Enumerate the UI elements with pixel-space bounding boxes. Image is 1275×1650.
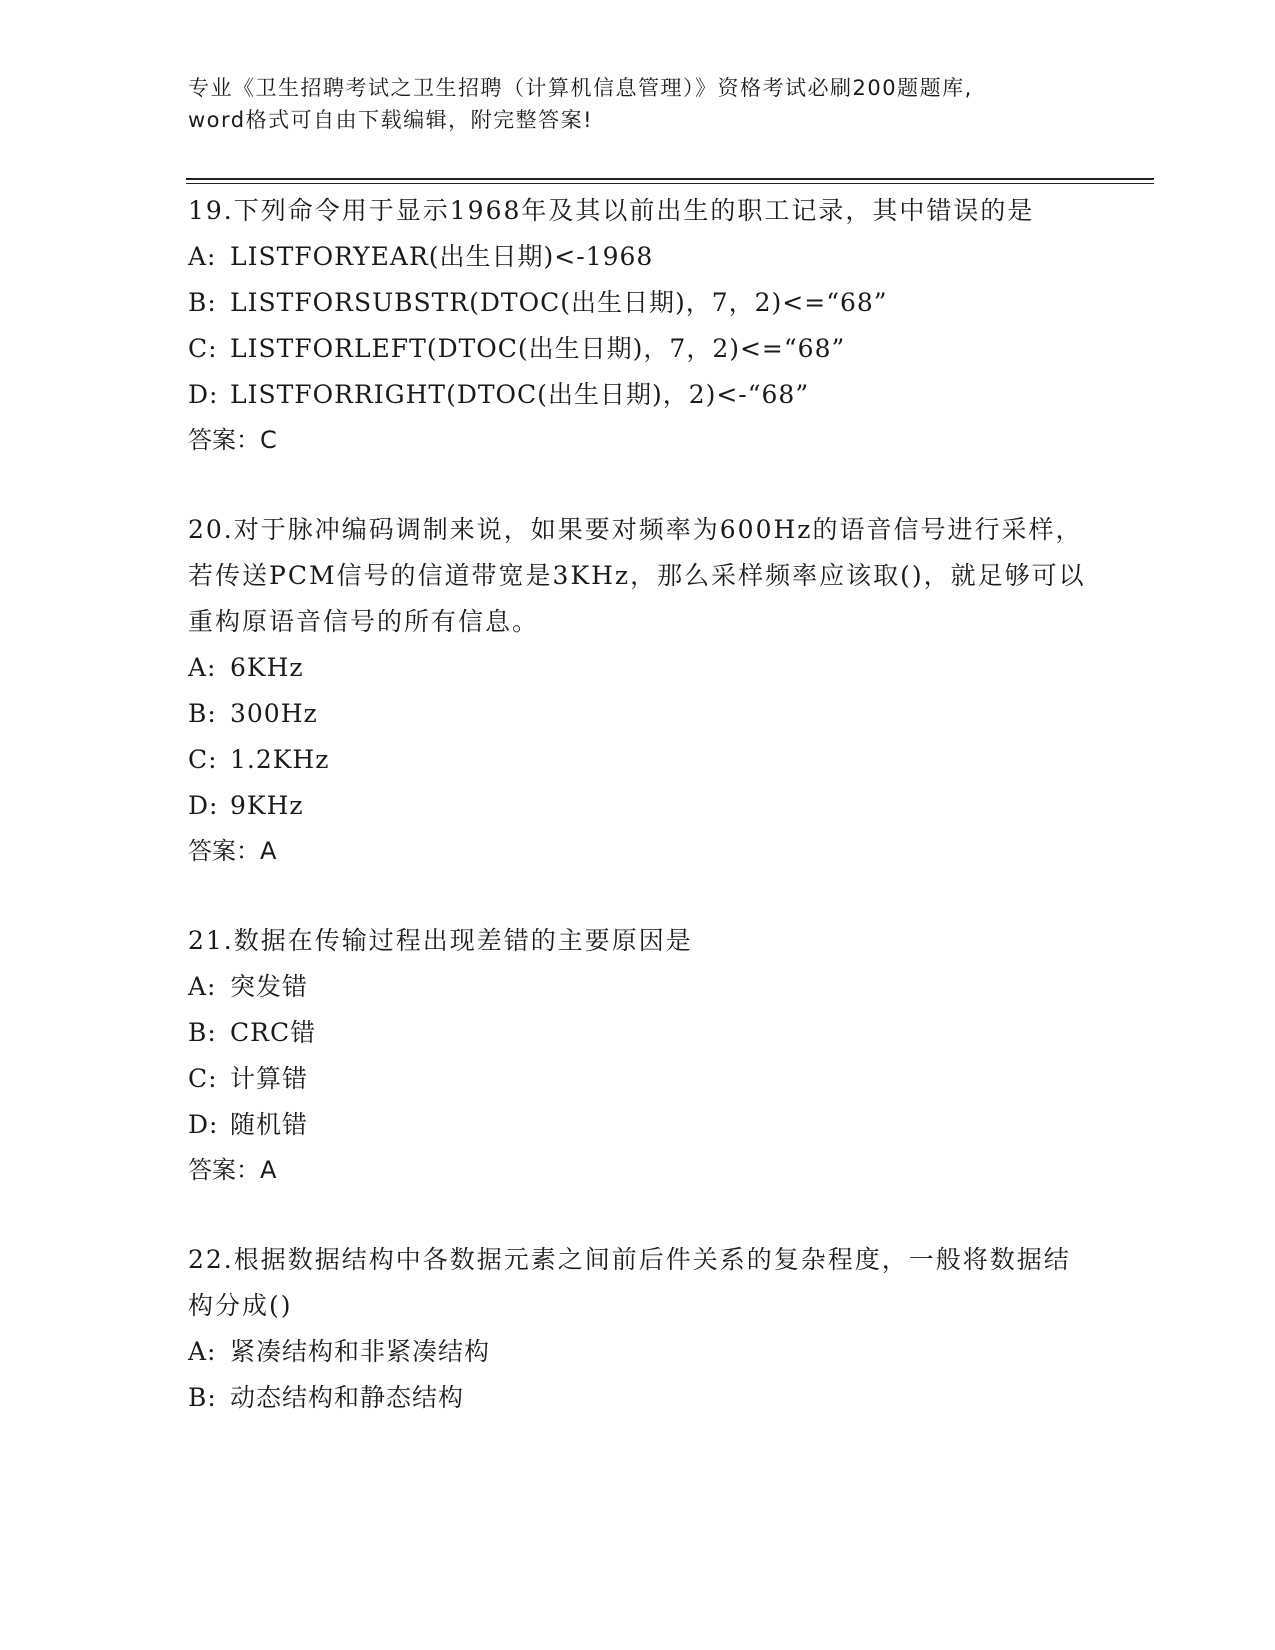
question-text	[188, 188, 1088, 234]
option-d	[188, 1102, 1088, 1148]
answer-line	[188, 1148, 1088, 1192]
option-text: 计算错	[230, 1064, 309, 1093]
option-letter: D:	[188, 791, 219, 820]
answer-line	[188, 418, 1088, 462]
header-divider-thick	[186, 178, 1154, 180]
header-line-2: word格式可自由下载编辑，附完整答案!	[188, 108, 594, 132]
option-text: 随机错	[230, 1110, 309, 1139]
option-b	[188, 280, 1088, 326]
option-letter: D:	[188, 380, 219, 409]
option-c	[188, 1056, 1088, 1102]
answer-label: 答案：	[188, 1156, 260, 1184]
question-number: 20.	[188, 515, 234, 544]
question-21	[188, 918, 1088, 1192]
answer-label: 答案：	[188, 426, 260, 454]
answer-line	[188, 829, 1088, 873]
option-letter: A:	[188, 653, 217, 682]
option-b	[188, 691, 1088, 737]
question-body: 数据在传输过程出现差错的主要原因是	[233, 926, 693, 955]
option-text: LISTFORRIGHT(DTOC(出生日期)，2)<-“68”	[230, 380, 810, 409]
option-letter: B:	[188, 1383, 217, 1412]
answer-label: 答案：	[188, 837, 260, 865]
option-c	[188, 737, 1088, 783]
option-text: 1.2KHz	[230, 745, 330, 774]
option-d	[188, 783, 1088, 829]
question-22	[188, 1237, 1088, 1421]
option-letter: D:	[188, 1110, 219, 1139]
option-text: LISTFORYEAR(出生日期)<-1968	[230, 242, 654, 271]
question-number: 22.	[188, 1245, 234, 1274]
answer-value: A	[260, 1156, 277, 1184]
option-a	[188, 645, 1088, 691]
question-number: 19.	[188, 196, 234, 225]
option-text: LISTFORSUBSTR(DTOC(出生日期)，7，2)<=“68”	[230, 288, 888, 317]
header-divider-thin	[186, 183, 1154, 184]
option-letter: A:	[188, 972, 217, 1001]
option-text: 300Hz	[230, 699, 318, 728]
option-c	[188, 326, 1088, 372]
option-letter: C:	[188, 1064, 218, 1093]
question-text	[188, 507, 1088, 645]
document-header	[188, 72, 1088, 136]
option-text: 紧凑结构和非紧凑结构	[230, 1337, 491, 1366]
option-text: 动态结构和静态结构	[230, 1383, 465, 1412]
option-letter: B:	[188, 1018, 217, 1047]
header-line-1: 专业《卫生招聘考试之卫生招聘（计算机信息管理）》资格考试必刷200题题库,	[188, 76, 973, 100]
question-number: 21.	[188, 926, 234, 955]
question-text	[188, 918, 1088, 964]
question-body: 对于脉冲编码调制来说，如果要对频率为600Hz的语音信号进行采样，若传送PCM信号的信道带宽是3KHz，那么采样频率应该取()，就足够可以重构原语音信号的所有信息。	[188, 515, 1086, 636]
option-letter: A:	[188, 242, 217, 271]
option-b	[188, 1375, 1088, 1421]
question-19	[188, 188, 1088, 462]
option-b	[188, 1010, 1088, 1056]
answer-value: A	[260, 837, 277, 865]
question-20	[188, 507, 1088, 873]
option-a	[188, 1329, 1088, 1375]
option-letter: A:	[188, 1337, 217, 1366]
question-list	[188, 188, 1088, 1466]
option-text: 突发错	[230, 972, 309, 1001]
option-letter: C:	[188, 745, 218, 774]
option-text: CRC错	[230, 1018, 317, 1047]
option-text: LISTFORLEFT(DTOC(出生日期)，7，2)<=“68”	[230, 334, 846, 363]
option-letter: B:	[188, 699, 217, 728]
option-a	[188, 234, 1088, 280]
option-text: 9KHz	[230, 791, 304, 820]
question-text	[188, 1237, 1088, 1329]
option-letter: C:	[188, 334, 218, 363]
question-body: 根据数据结构中各数据元素之间前后件关系的复杂程度，一般将数据结构分成()	[188, 1245, 1071, 1320]
option-d	[188, 372, 1088, 418]
answer-value: C	[260, 426, 277, 454]
option-text: 6KHz	[230, 653, 304, 682]
option-a	[188, 964, 1088, 1010]
question-body: 下列命令用于显示1968年及其以前出生的职工记录，其中错误的是	[233, 196, 1035, 225]
option-letter: B:	[188, 288, 217, 317]
